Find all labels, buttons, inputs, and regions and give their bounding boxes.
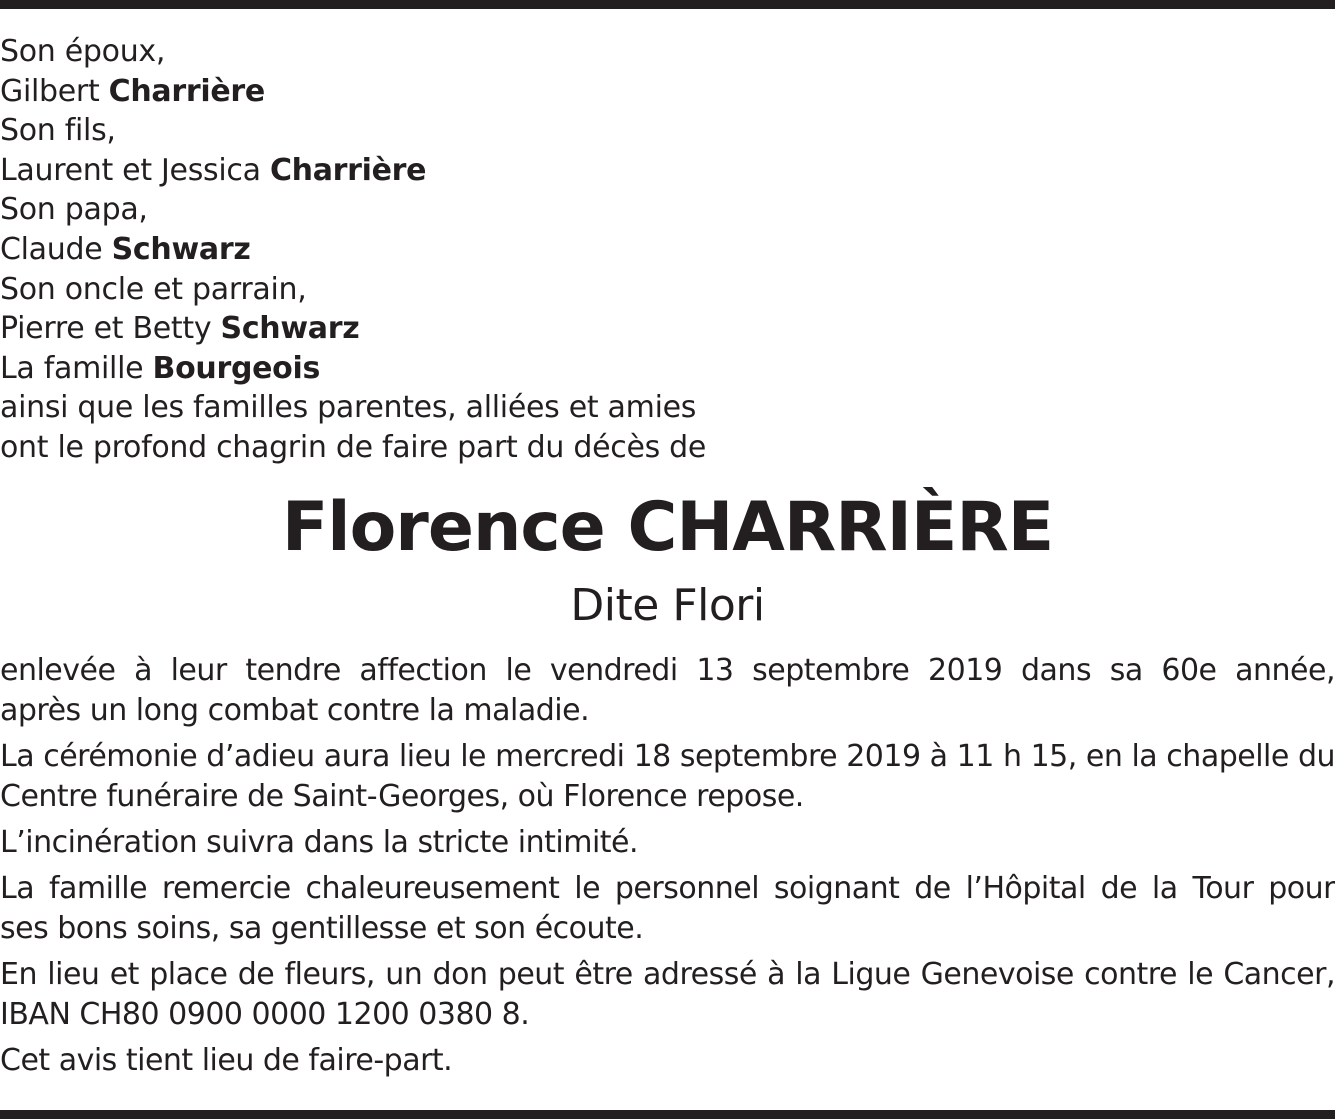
family-line xyxy=(0,388,1000,428)
family-line-surname: Charrière xyxy=(108,73,265,109)
family-line-surname: Bourgeois xyxy=(152,350,321,386)
family-line-text: Claude xyxy=(0,231,112,267)
paragraph-closing xyxy=(0,1041,1335,1081)
family-list xyxy=(0,32,1000,468)
family-line xyxy=(0,111,1000,151)
paragraph-line: La famille remercie chaleureusement le personnel soignant de l’Hôpital de la Tour pour xyxy=(0,871,1335,906)
top-rule xyxy=(0,0,1335,9)
paragraph-line: ses bons soins, sa gentillesse et son écoute. xyxy=(0,911,644,946)
paragraph-line: En lieu et place de fleurs, un don peut être adressé à la Ligue Genevoise contre le Cancer, xyxy=(0,957,1335,992)
paragraph-line: La cérémonie d’adieu aura lieu le mercredi 18 septembre 2019 à 11 h 15, en la chapelle du xyxy=(0,739,1335,774)
paragraph-line: après un long combat contre la maladie. xyxy=(0,693,590,728)
deceased-nickname: Dite Flori xyxy=(570,580,765,631)
paragraph-ceremony xyxy=(0,737,1335,817)
family-line-surname: Charrière xyxy=(269,152,427,188)
family-line-text: Son papa, xyxy=(0,192,148,228)
family-line xyxy=(0,349,1000,389)
family-line xyxy=(0,32,1000,72)
family-line-text: La famille xyxy=(0,350,153,386)
family-line-text: ainsi que les familles parentes, alliées et amies xyxy=(0,390,697,426)
family-line xyxy=(0,72,1000,112)
paragraph-line: Centre funéraire de Saint-Georges, où Florence repose. xyxy=(0,779,804,814)
family-line-surname: Schwarz xyxy=(220,311,360,347)
family-line xyxy=(0,270,1000,310)
family-line-text: Laurent et Jessica xyxy=(0,152,270,188)
paragraph-donation xyxy=(0,955,1335,1035)
family-line xyxy=(0,230,1000,270)
paragraph-death-notice xyxy=(0,651,1335,731)
paragraph-incineration xyxy=(0,823,1335,863)
paragraph-line: IBAN CH80 0900 0000 1200 0380 8. xyxy=(0,997,530,1032)
family-line xyxy=(0,428,1000,468)
family-line-text: Son fils, xyxy=(0,113,116,149)
paragraph-line: Cet avis tient lieu de faire-part. xyxy=(0,1043,453,1078)
family-line-text: Son époux, xyxy=(0,34,166,69)
family-line xyxy=(0,309,1000,349)
family-line-text: ont le profond chagrin de faire part du décès de xyxy=(0,429,707,465)
family-line-text: Son oncle et parrain, xyxy=(0,271,307,307)
family-line-text: Pierre et Betty xyxy=(0,311,221,347)
family-line-surname: Schwarz xyxy=(111,231,251,267)
family-line xyxy=(0,151,1000,191)
announcement-body xyxy=(0,651,1335,1087)
paragraph-line: L’incinération suivra dans la stricte intimité. xyxy=(0,825,639,860)
family-line-text: Gilbert xyxy=(0,73,109,109)
bottom-rule xyxy=(0,1110,1335,1119)
deceased-name: Florence CHARRIÈRE xyxy=(281,488,1054,567)
family-line xyxy=(0,190,1000,230)
paragraph-thanks xyxy=(0,869,1335,949)
paragraph-line: enlevée à leur tendre affection le vendredi 13 septembre 2019 dans sa 60e année, xyxy=(0,653,1335,688)
